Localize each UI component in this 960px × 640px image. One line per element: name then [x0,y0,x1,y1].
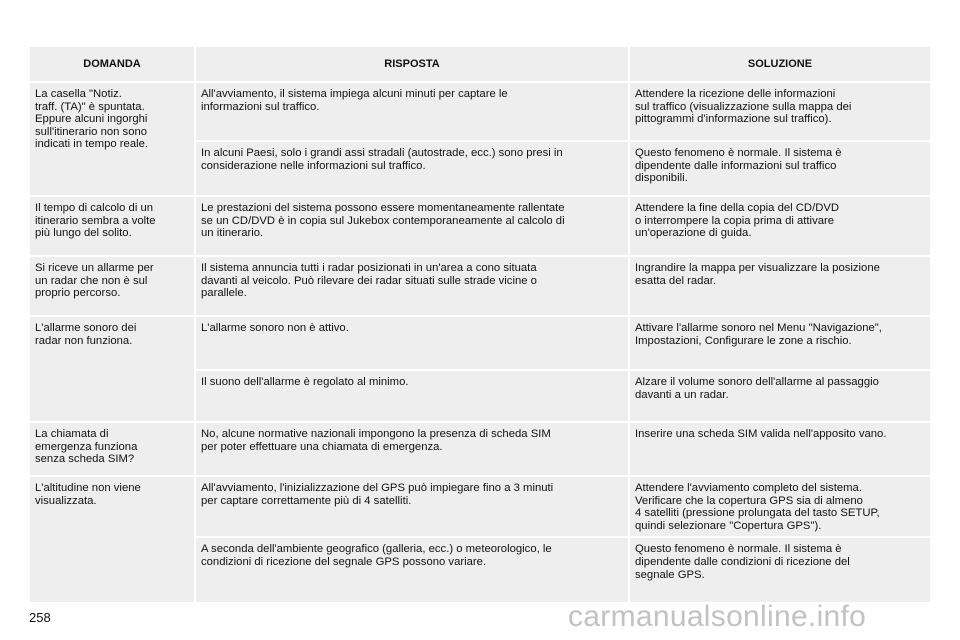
answer-cell: Le prestazioni del sistema possono essere momentaneamente rallentate se un CD/DVD è in copia sul Jukebox contemporaneamente al calcolo di un itinerario. [196,197,628,255]
header-question: DOMANDA [30,47,194,81]
troubleshooting-table [28,45,932,604]
question-cell: La casella "Notiz. traff. (TA)" è spuntata. Eppure alcuni ingorghi sull'itinerario non sono indicati in tempo reale. [30,83,194,195]
table-row [30,83,930,140]
solution-cell: Alzare il volume sonoro dell'allarme al passaggio davanti a un radar. [630,371,930,421]
table-row [30,317,930,369]
solution-cell: Attendere la fine della copia del CD/DVD o interrompere la copia prima di attivare un'operazione di guida. [630,197,930,255]
table-row [30,197,930,255]
answer-cell: Il sistema annuncia tutti i radar posizionati in un'area a cono situata davanti al veicolo. Può rilevare dei radar situati sulle strade vicine o parallele. [196,257,628,315]
solution-cell: Ingrandire la mappa per visualizzare la posizione esatta del radar. [630,257,930,315]
table-header-row [30,47,930,81]
table-row [30,477,930,536]
solution-cell: Attivare l'allarme sonoro nel Menu "Navigazione", Impostazioni, Configurare le zone a rischio. [630,317,930,369]
answer-cell: All'avviamento, l'inizializzazione del GPS può impiegare fino a 3 minuti per captare correttamente più di 4 satelliti. [196,477,628,536]
solution-cell: Questo fenomeno è normale. Il sistema è dipendente dalle condizioni di ricezione del segnale GPS. [630,538,930,602]
question-cell: L'altitudine non viene visualizzata. [30,477,194,602]
solution-cell: Inserire una scheda SIM valida nell'apposito vano. [630,423,930,475]
answer-cell: Il suono dell'allarme è regolato al minimo. [196,371,628,421]
answer-cell: All'avviamento, il sistema impiega alcuni minuti per captare le informazioni sul traffico. [196,83,628,140]
answer-cell: No, alcune normative nazionali impongono la presenza di scheda SIM per poter effettuare una chiamata di emergenza. [196,423,628,475]
solution-cell: Attendere l'avviamento completo del sistema. Verificare che la copertura GPS sia di almeno 4 satelliti (pressione prolungata del tasto SETUP, quindi selezionare "Copertura GPS"). [630,477,930,536]
question-cell: La chiamata di emergenza funziona senza scheda SIM? [30,423,194,475]
watermark: carmanualsonline.info [568,600,867,633]
header-answer: RISPOSTA [196,47,628,81]
table-body [30,83,930,602]
question-cell: L'allarme sonoro dei radar non funziona. [30,317,194,421]
question-cell: Si riceve un allarme per un radar che non è sul proprio percorso. [30,257,194,315]
solution-cell: Attendere la ricezione delle informazioni sul traffico (visualizzazione sulla mappa dei pittogrammi d'informazione sul traffico). [630,83,930,140]
answer-cell: In alcuni Paesi, solo i grandi assi stradali (autostrade, ecc.) sono presi in considerazione nelle informazioni sul traffico. [196,142,628,195]
header-solution: SOLUZIONE [630,47,930,81]
answer-cell: L'allarme sonoro non è attivo. [196,317,628,369]
table-row [30,423,930,475]
table-row [30,257,930,315]
question-cell: Il tempo di calcolo di un itinerario sembra a volte più lungo del solito. [30,197,194,255]
page-number: 258 [29,610,51,625]
solution-cell: Questo fenomeno è normale. Il sistema è dipendente dalle informazioni sul traffico disponibili. [630,142,930,195]
answer-cell: A seconda dell'ambiente geografico (galleria, ecc.) o meteorologico, le condizioni di ricezione del segnale GPS possono variare. [196,538,628,602]
